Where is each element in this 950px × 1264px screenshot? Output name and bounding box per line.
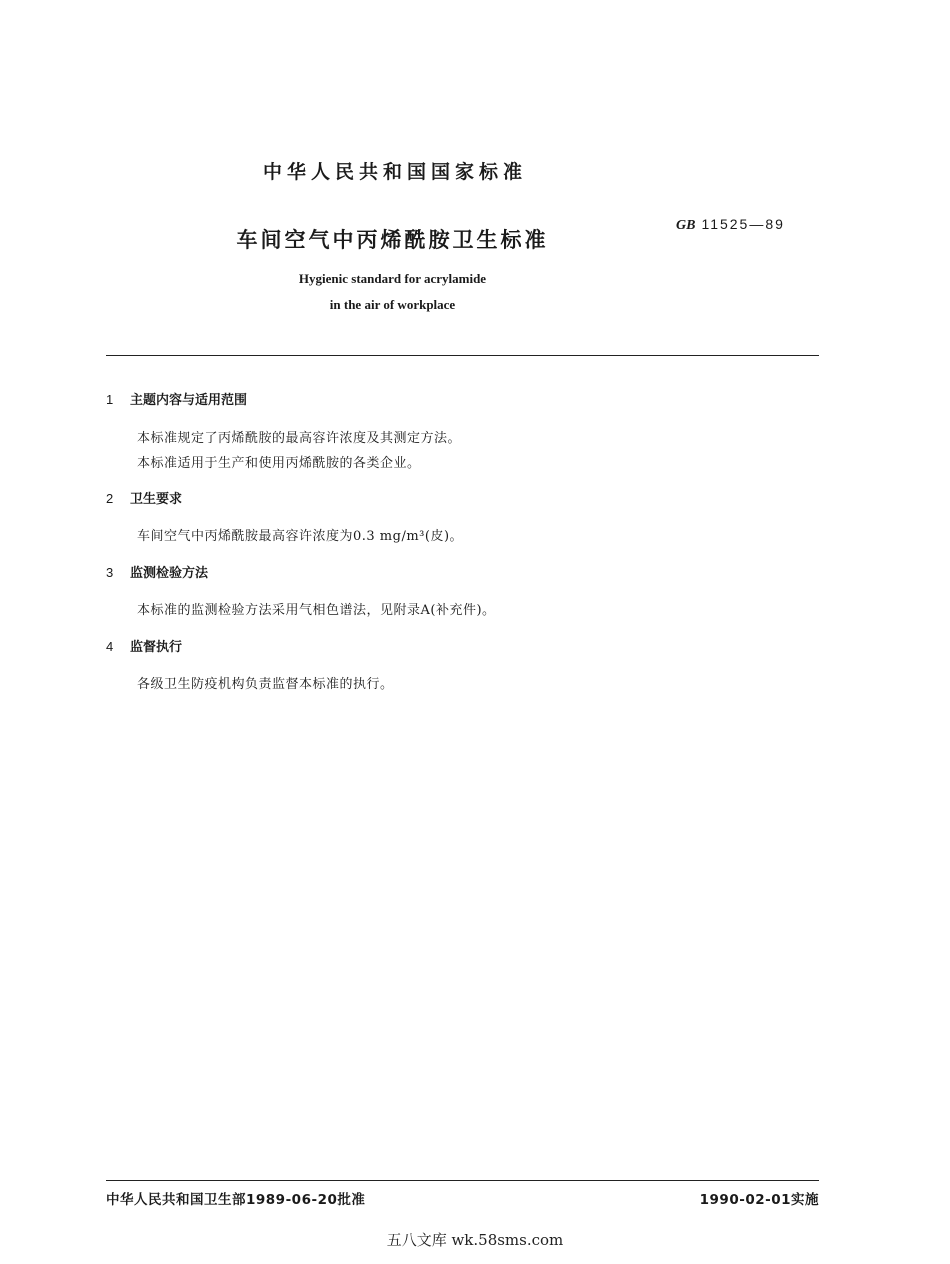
header-divider (106, 355, 819, 356)
section-title: 卫生要求 (130, 492, 183, 507)
standard-prefix: GB (676, 218, 696, 233)
standard-number (676, 216, 785, 234)
site-watermark: 五八文库 wk.58sms.com (386, 1231, 564, 1249)
standard-organization: 中华人民共和国国家标准 (262, 161, 527, 183)
footer-divider (106, 1180, 819, 1181)
section-heading-3 (106, 562, 208, 581)
effective-date: 1990-02-01实施 (699, 1192, 819, 1208)
section-heading-1 (106, 389, 247, 408)
section-title: 监测检验方法 (130, 566, 209, 581)
document-title: 车间空气中丙烯酰胺卫生标准 (236, 228, 549, 252)
standard-code: 11525—89 (701, 216, 785, 232)
section-1-paragraph-1: 本标准规定了丙烯酰胺的最高容许浓度及其测定方法。 (137, 431, 462, 446)
section-heading-2 (106, 488, 182, 507)
english-title-line-2: in the air of workplace (329, 297, 456, 312)
english-title-line-1: Hygienic standard for acrylamide (298, 271, 487, 286)
section-heading-4 (106, 636, 182, 655)
section-1-paragraph-2: 本标准适用于生产和使用丙烯酰胺的各类企业。 (137, 456, 421, 471)
section-4-paragraph-1: 各级卫生防疫机构负责监督本标准的执行。 (137, 677, 394, 692)
section-2-paragraph-1: 车间空气中丙烯酰胺最高容许浓度为0.3 mg/m³(皮)。 (137, 529, 464, 544)
section-3-paragraph-1: 本标准的监测检验方法采用气相色谱法，见附录A(补充件)。 (137, 603, 496, 618)
section-title: 监督执行 (130, 640, 183, 655)
section-number: 1 (106, 392, 114, 407)
approval-date: 中华人民共和国卫生部1989-06-20批准 (106, 1192, 366, 1208)
section-number: 4 (106, 639, 114, 654)
section-number: 3 (106, 565, 114, 580)
section-number: 2 (106, 491, 114, 506)
section-title: 主题内容与适用范围 (130, 393, 248, 408)
